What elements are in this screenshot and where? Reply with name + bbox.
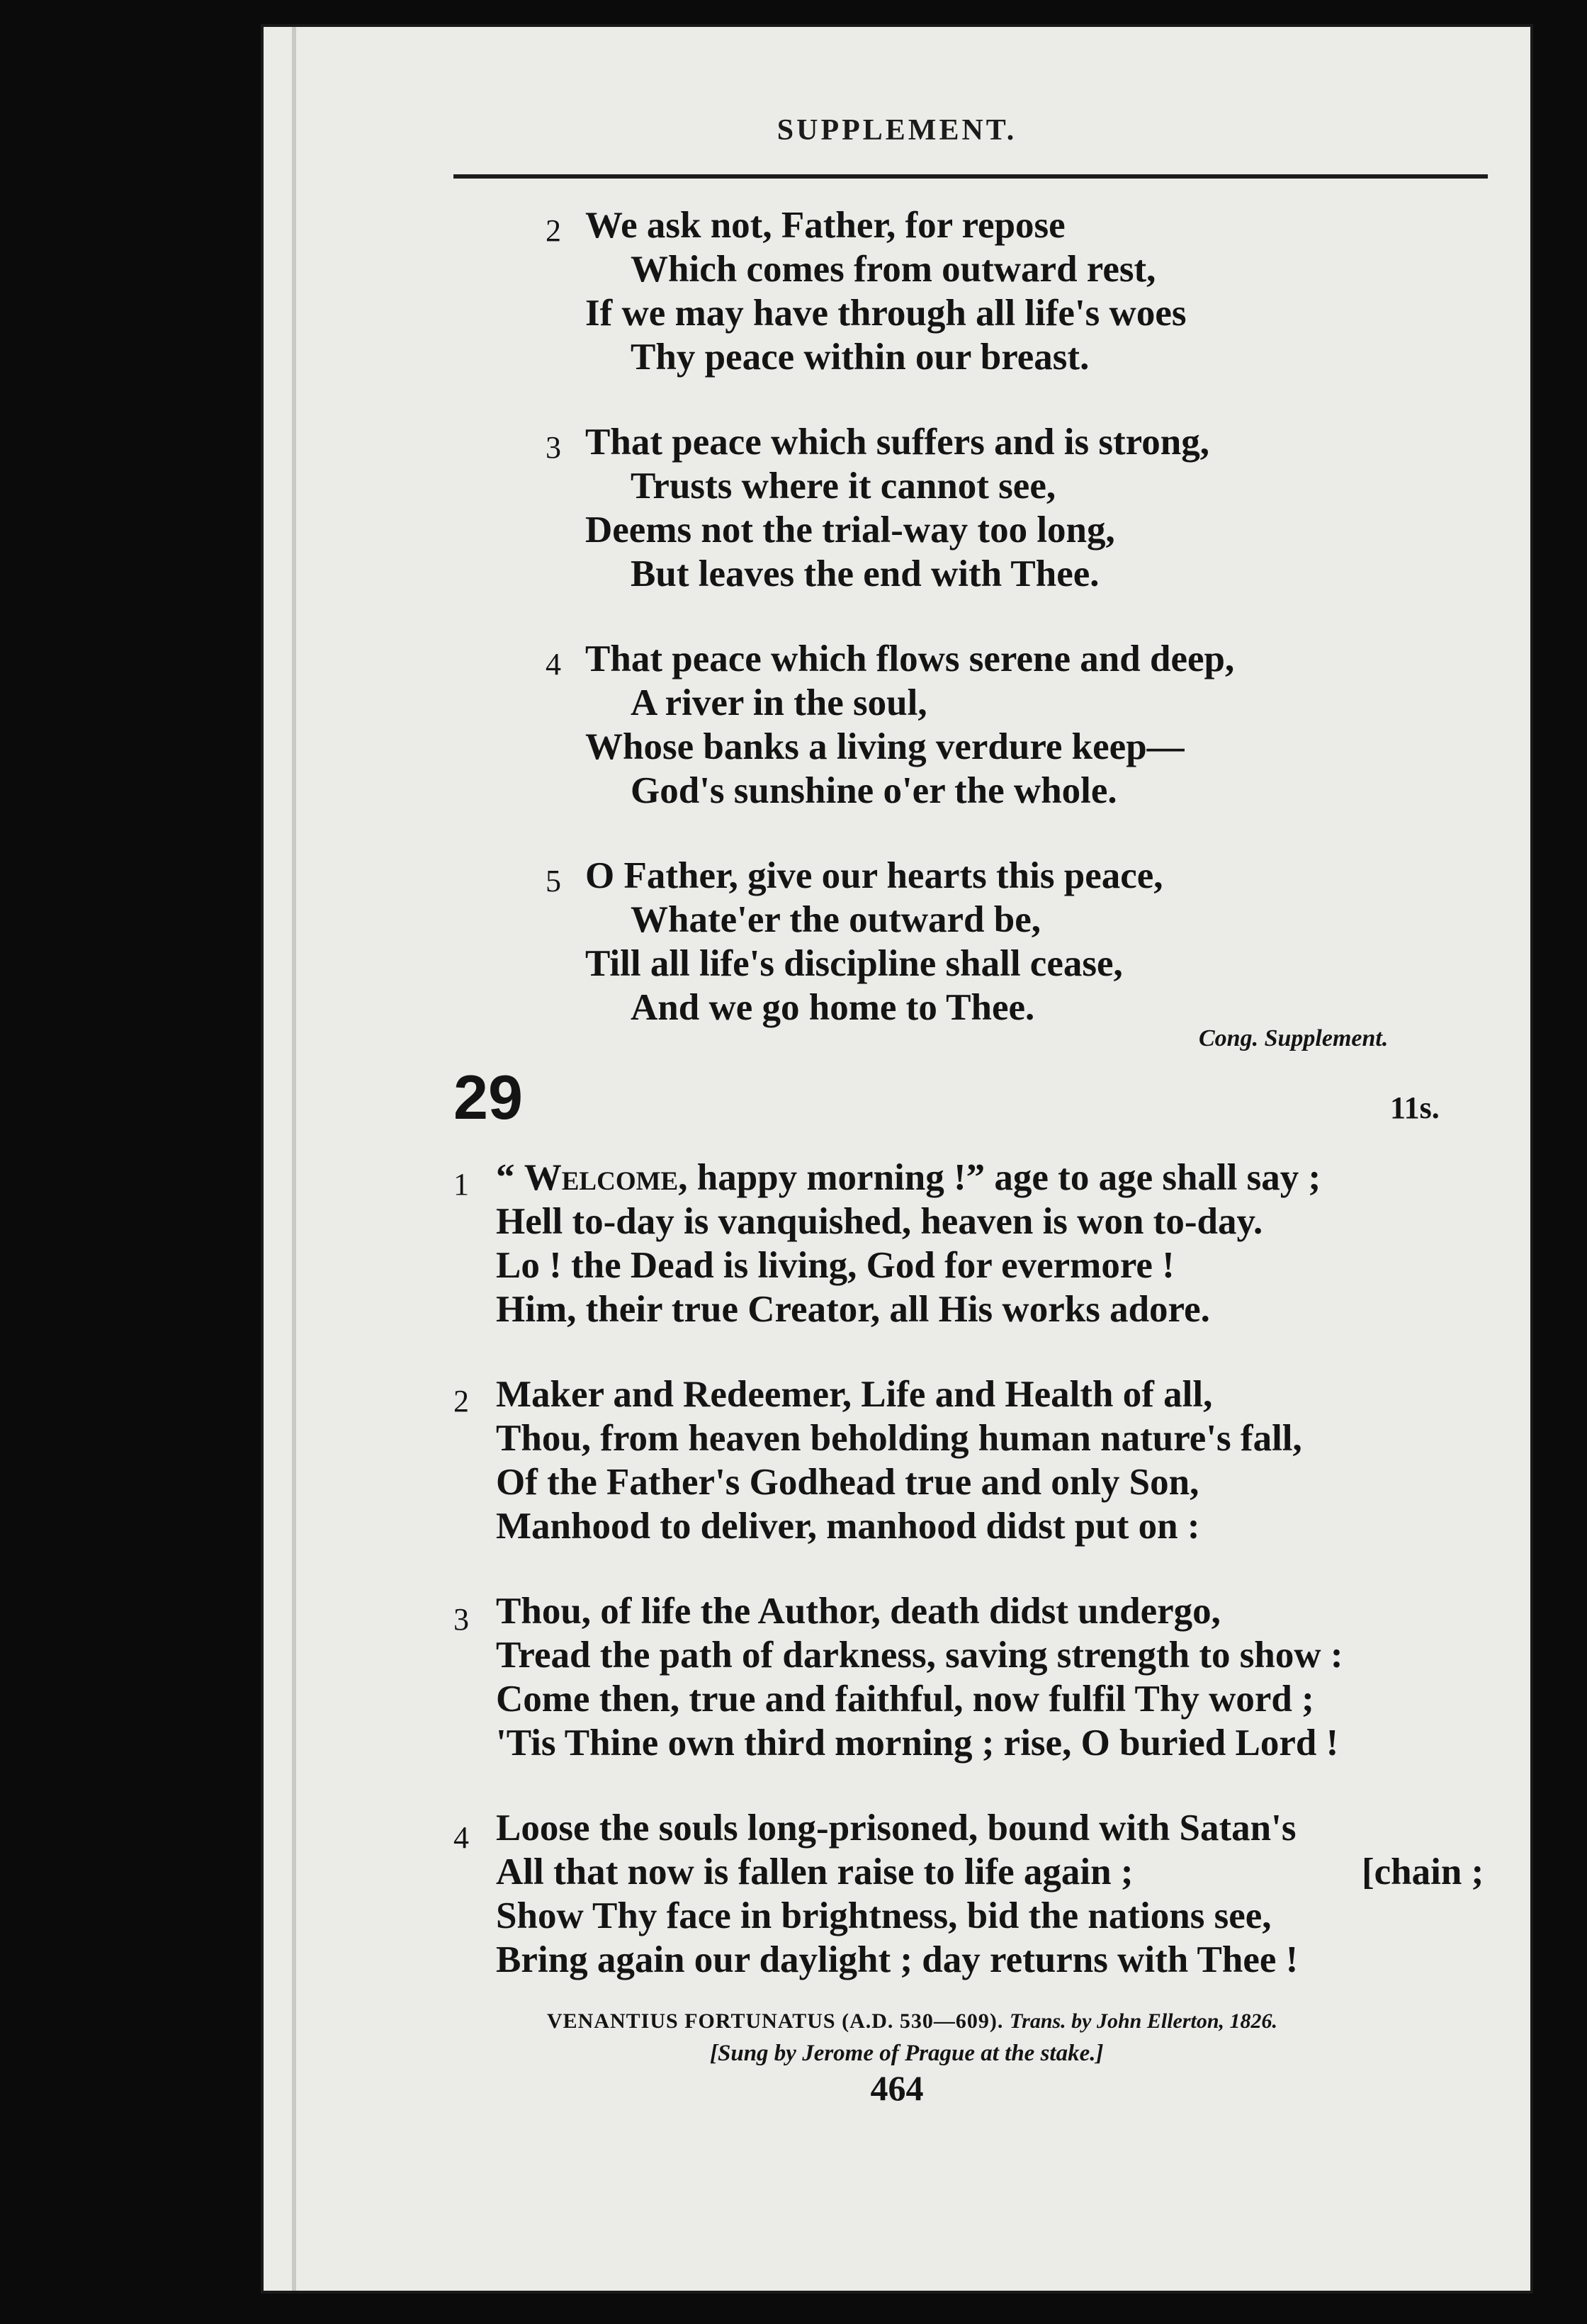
verse-line: Tread the path of darkness, saving strength to show : [496,1635,1343,1676]
verse-line: Whose banks a living verdure keep— [585,726,1185,767]
verse-line: Whate'er the outward be, [631,899,1041,940]
running-head: SUPPLEMENT. [776,114,1017,147]
verse-line-rest: happy morning !” age to age shall say ; [687,1157,1321,1198]
verse-number: 3 [453,1602,469,1637]
open-quote: “ [496,1157,515,1198]
verse-line: Thou, of life the Author, death didst undergo, [496,1591,1221,1632]
verse-line: All that now is fallen raise to life again ; [496,1851,1134,1893]
hymn-number: 29 [453,1062,523,1132]
verse-number: 1 [453,1167,469,1202]
verse-line: Hell to-day is vanquished, heaven is won to-day. [496,1201,1263,1242]
verse-number: 4 [453,1820,469,1855]
page-number: 464 [870,2068,924,2108]
book-page [264,27,1530,2291]
verse-line: Loose the souls long-prisoned, bound with Satan's [496,1807,1297,1849]
verse-line: But leaves the end with Thee. [631,553,1100,594]
verse-line: A river in the soul, [631,682,927,723]
verse-line: 'Tis Thine own third morning ; rise, O buried Lord ! [496,1722,1339,1764]
verse-line [496,1156,1321,1199]
verse-line: Maker and Redeemer, Life and Health of all, [496,1374,1213,1415]
verse-line: If we may have through all life's woes [585,293,1187,334]
verse-line: God's sunshine o'er the whole. [631,770,1117,811]
hymn-meter: 11s. [1390,1090,1440,1125]
verse-line: Till all life's discipline shall cease, [585,943,1123,984]
verse-line: Of the Father's Godhead true and only Son, [496,1462,1199,1503]
verse-line: And we go home to Thee. [631,987,1035,1028]
hymn-credit [547,2009,1277,2034]
verse-overflow: [chain ; [1362,1851,1484,1893]
verse-line: Him, their true Creator, all His works adore. [496,1289,1210,1330]
verse-line: Show Thy face in brightness, bid the nations see, [496,1895,1272,1936]
verse-line: That peace which suffers and is strong, [585,422,1209,463]
verse-line: Bring again our daylight ; day returns with Thee ! [496,1939,1299,1980]
verse-line: We ask not, Father, for repose [585,205,1066,246]
credit-translator: Trans. by John Ellerton, 1826. [1009,2009,1278,2033]
credit-note: [Sung by Jerome of Prague at the stake.] [710,2041,1104,2066]
verse-number: 2 [453,1384,469,1418]
verse-line: Which comes from outward rest, [631,249,1156,290]
verse-line: Deems not the trial-way too long, [585,509,1115,551]
verse-line: Trusts where it cannot see, [631,466,1056,507]
verse-number: 5 [546,864,561,898]
header-rule [453,174,1488,179]
drop-word: Welcome, [524,1157,688,1198]
verse-line: That peace which flows serene and deep, [585,638,1235,679]
verse-number: 2 [546,213,561,248]
verse-line: Thou, from heaven beholding human nature's fall, [496,1418,1302,1459]
credit-author: VENANTIUS FORTUNATUS (A.D. 530—609). [547,2009,1004,2033]
verse-line: O Father, give our hearts this peace, [585,855,1163,896]
verse-number: 4 [546,647,561,682]
verse-line: Manhood to deliver, manhood didst put on : [496,1506,1200,1547]
verse-number: 3 [546,430,561,465]
verse-line: Lo ! the Dead is living, God for evermore ! [496,1245,1175,1286]
verse-line: Come then, true and faithful, now fulfil Thy word ; [496,1679,1314,1720]
hymn-source: Cong. Supplement. [1199,1025,1389,1051]
verse-line: Thy peace within our breast. [631,337,1090,378]
